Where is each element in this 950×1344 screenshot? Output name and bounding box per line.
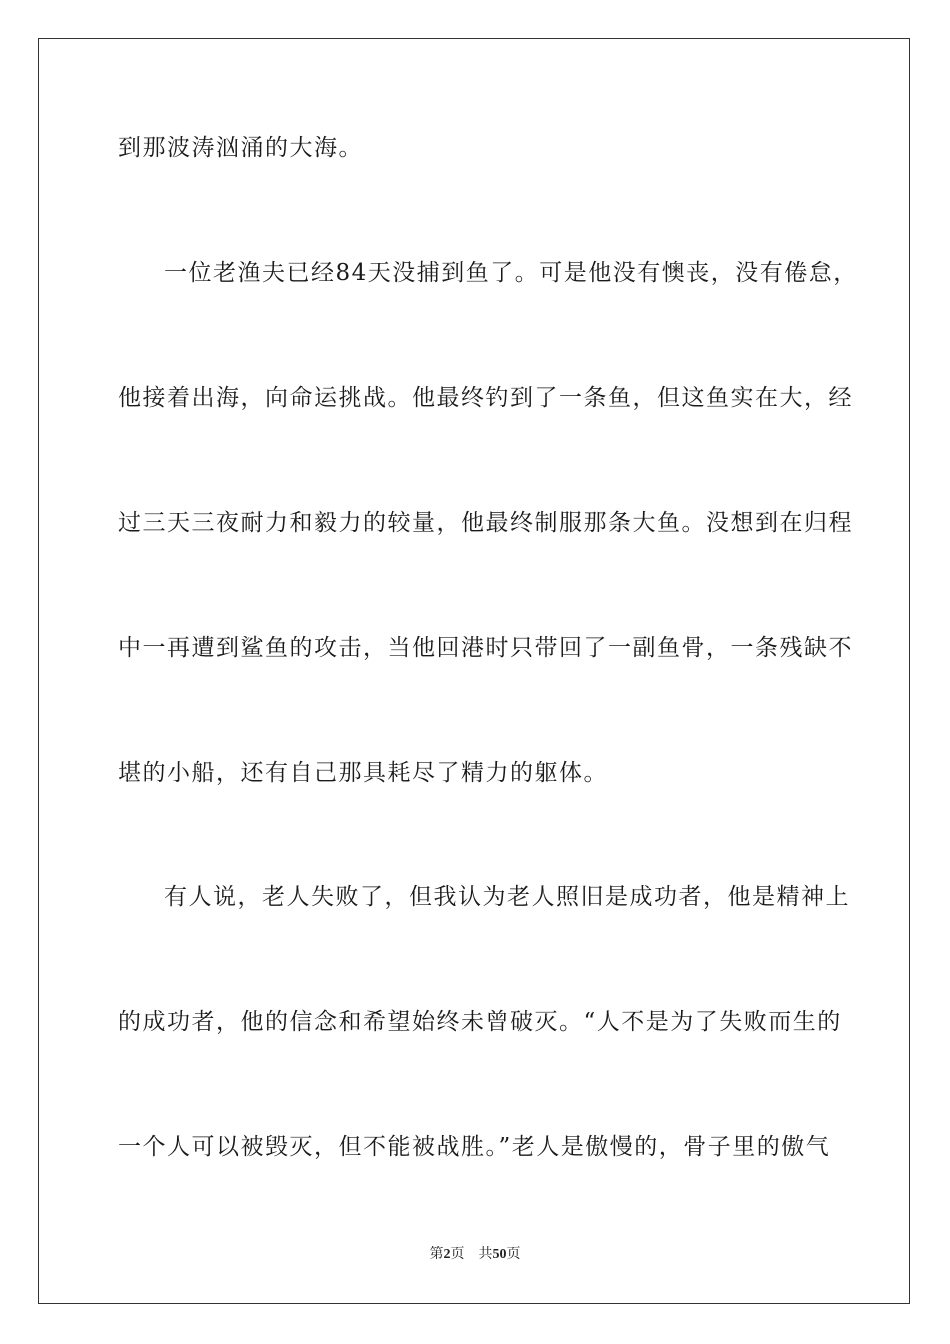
paragraph-line: 的成功者，他的信念和希望始终未曾破灭。“人不是为了失败而生的 bbox=[118, 1009, 842, 1035]
paragraph-line: 他接着出海，向命运挑战。他最终钓到了一条鱼，但这鱼实在大，经 bbox=[118, 385, 853, 411]
paragraph-line: 一位老渔夫已经84天没捕到鱼了。可是他没有懊丧，没有倦怠， bbox=[164, 260, 858, 286]
total-suffix: 页 bbox=[506, 1247, 521, 1262]
paragraph-line: 中一再遭到鲨鱼的攻击，当他回港时只带回了一副鱼骨，一条残缺不 bbox=[118, 635, 853, 661]
total-prefix: 共 bbox=[478, 1247, 493, 1262]
paragraph-line: 到那波涛汹涌的大海。 bbox=[118, 135, 363, 161]
page-prefix: 第 bbox=[429, 1247, 444, 1262]
paragraph-line: 一个人可以被毁灭，但不能被战胜。”老人是傲慢的，骨子里的傲气 bbox=[118, 1134, 831, 1160]
page-footer bbox=[0, 1243, 950, 1263]
paragraph-line: 过三天三夜耐力和毅力的较量，他最终制服那条大鱼。没想到在归程 bbox=[118, 510, 853, 536]
page-number: 2 bbox=[443, 1247, 451, 1262]
page-border bbox=[38, 38, 910, 1304]
paragraph-line: 有人说，老人失败了，但我认为老人照旧是成功者，他是精神上 bbox=[164, 884, 850, 910]
page-suffix: 页 bbox=[450, 1247, 465, 1262]
paragraph-line: 堪的小船，还有自己那具耗尽了精力的躯体。 bbox=[118, 760, 608, 786]
total-pages: 50 bbox=[492, 1247, 507, 1262]
